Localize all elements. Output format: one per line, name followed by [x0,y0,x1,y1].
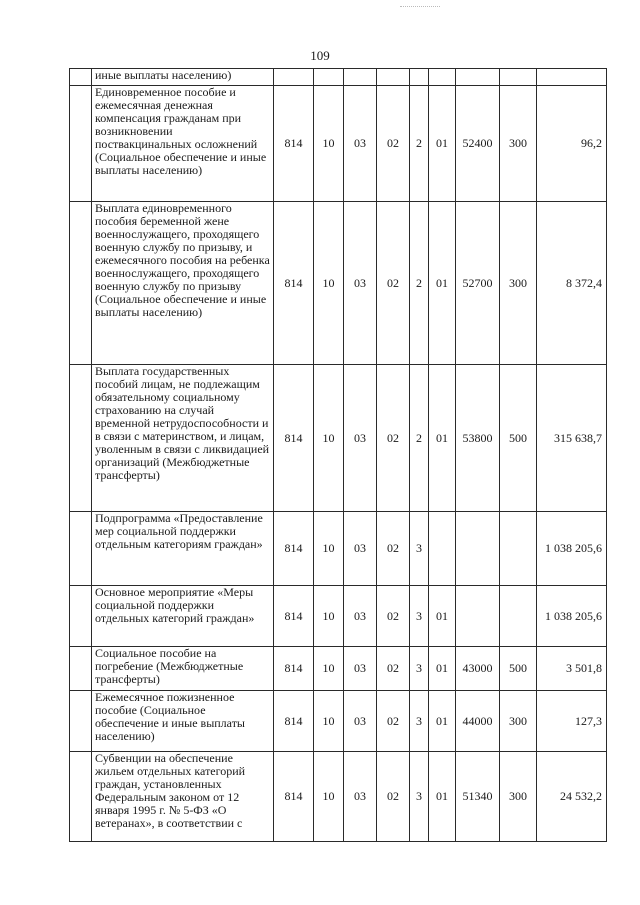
code-admin-cell: 814 [274,586,314,647]
budget-table-body [70,69,607,842]
row-index-cell [70,512,92,586]
code-event-cell: 01 [429,365,456,512]
code-section-cell: 10 [314,752,344,842]
code-expense-type-cell [500,586,537,647]
code-direction-cell: 43000 [456,647,500,691]
row-name-cell: Выплата единовременного пособия беременной жене военнослужащего, проходящего военную службу по призыву, и ежемесячного пособия на ребенка военнослужащего, проходящего военную службу по призыву (Социальное обеспечение и иные выплаты населению) [92,202,274,365]
row-name-cell: Подпрограмма «Предоставление мер социальной поддержки отдельным категориям граждан» [92,512,274,586]
code-subprogram-cell: 3 [410,691,429,752]
code-subprogram-cell: 2 [410,202,429,365]
code-subsection-cell: 03 [344,647,377,691]
row-name-cell: иные выплаты населению) [92,69,274,86]
page-number: 109 [310,48,330,63]
scan-artifact [400,6,440,8]
table-row [70,691,607,752]
row-index-cell [70,86,92,202]
code-section-cell [314,69,344,86]
code-subsection-cell: 03 [344,86,377,202]
code-admin-cell: 814 [274,202,314,365]
code-expense-type-cell: 500 [500,647,537,691]
amount-cell: 1 038 205,6 [537,586,607,647]
code-program-cell: 02 [377,647,410,691]
code-direction-cell [456,69,500,86]
amount-cell: 96,2 [537,86,607,202]
code-admin-cell: 814 [274,691,314,752]
table-row [70,69,607,86]
code-subprogram-cell: 2 [410,86,429,202]
code-subprogram-cell: 2 [410,365,429,512]
code-admin-cell: 814 [274,647,314,691]
amount-cell: 127,3 [537,691,607,752]
row-name-cell: Субвенции на обеспечение жильем отдельных категорий граждан, установленных Федеральным законом от 12 января 1995 г. № 5-ФЗ «О ветеранах», в соответствии с [92,752,274,842]
code-program-cell: 02 [377,365,410,512]
code-expense-type-cell: 300 [500,691,537,752]
code-event-cell: 01 [429,202,456,365]
code-event-cell: 01 [429,86,456,202]
code-event-cell [429,69,456,86]
code-program-cell: 02 [377,512,410,586]
code-expense-type-cell [500,512,537,586]
code-subsection-cell: 03 [344,586,377,647]
row-name-cell: Социальное пособие на погребение (Межбюджетные трансферты) [92,647,274,691]
amount-cell: 24 532,2 [537,752,607,842]
budget-table [69,68,607,842]
code-subsection-cell: 03 [344,512,377,586]
table-row [70,86,607,202]
code-admin-cell: 814 [274,365,314,512]
code-subsection-cell: 03 [344,752,377,842]
code-direction-cell: 53800 [456,365,500,512]
code-subprogram-cell: 3 [410,586,429,647]
code-subprogram-cell: 3 [410,512,429,586]
code-direction-cell [456,512,500,586]
code-direction-cell: 51340 [456,752,500,842]
code-event-cell: 01 [429,647,456,691]
code-direction-cell: 44000 [456,691,500,752]
code-section-cell: 10 [314,365,344,512]
row-name-cell: Единовременное пособие и ежемесячная денежная компенсация гражданам при возникновении поствакцинальных осложнений (Социальное обеспечение и иные выплаты населению) [92,86,274,202]
code-expense-type-cell: 300 [500,752,537,842]
table-row [70,586,607,647]
code-section-cell: 10 [314,691,344,752]
code-expense-type-cell: 300 [500,86,537,202]
code-section-cell: 10 [314,202,344,365]
code-program-cell: 02 [377,86,410,202]
code-expense-type-cell: 300 [500,202,537,365]
code-event-cell [429,512,456,586]
code-program-cell [377,69,410,86]
code-direction-cell: 52700 [456,202,500,365]
table-row [70,512,607,586]
code-admin-cell: 814 [274,752,314,842]
row-index-cell [70,586,92,647]
code-subprogram-cell: 3 [410,647,429,691]
code-section-cell: 10 [314,512,344,586]
code-event-cell: 01 [429,586,456,647]
row-name-cell: Основное мероприятие «Меры социальной поддержки отдельных категорий граждан» [92,586,274,647]
code-direction-cell [456,586,500,647]
code-expense-type-cell: 500 [500,365,537,512]
code-program-cell: 02 [377,752,410,842]
row-index-cell [70,691,92,752]
code-subprogram-cell: 3 [410,752,429,842]
amount-cell: 1 038 205,6 [537,512,607,586]
code-direction-cell: 52400 [456,86,500,202]
code-subsection-cell: 03 [344,202,377,365]
amount-cell: 315 638,7 [537,365,607,512]
row-index-cell [70,69,92,86]
code-event-cell: 01 [429,752,456,842]
table-row [70,365,607,512]
row-name-cell: Выплата государственных пособий лицам, не подлежащим обязательному социальному страхованию на случай временной нетрудоспособности и в связи с материнством, и лицам, уволенным в связи с ликвидацией организаций (Межбюджетные трансферты) [92,365,274,512]
row-index-cell [70,647,92,691]
row-index-cell [70,752,92,842]
amount-cell: 3 501,8 [537,647,607,691]
code-admin-cell: 814 [274,512,314,586]
code-subsection-cell: 03 [344,365,377,512]
code-subsection-cell [344,69,377,86]
row-index-cell [70,365,92,512]
code-subprogram-cell [410,69,429,86]
table-row [70,647,607,691]
code-program-cell: 02 [377,586,410,647]
code-program-cell: 02 [377,691,410,752]
table-row [70,202,607,365]
code-section-cell: 10 [314,647,344,691]
code-admin-cell: 814 [274,86,314,202]
code-section-cell: 10 [314,86,344,202]
code-admin-cell [274,69,314,86]
row-index-cell [70,202,92,365]
code-program-cell: 02 [377,202,410,365]
amount-cell: 8 372,4 [537,202,607,365]
code-section-cell: 10 [314,586,344,647]
row-name-cell: Ежемесячное пожизненное пособие (Социальное обеспечение и иные выплаты населению) [92,691,274,752]
table-row [70,752,607,842]
amount-cell [537,69,607,86]
code-event-cell: 01 [429,691,456,752]
code-subsection-cell: 03 [344,691,377,752]
code-expense-type-cell [500,69,537,86]
